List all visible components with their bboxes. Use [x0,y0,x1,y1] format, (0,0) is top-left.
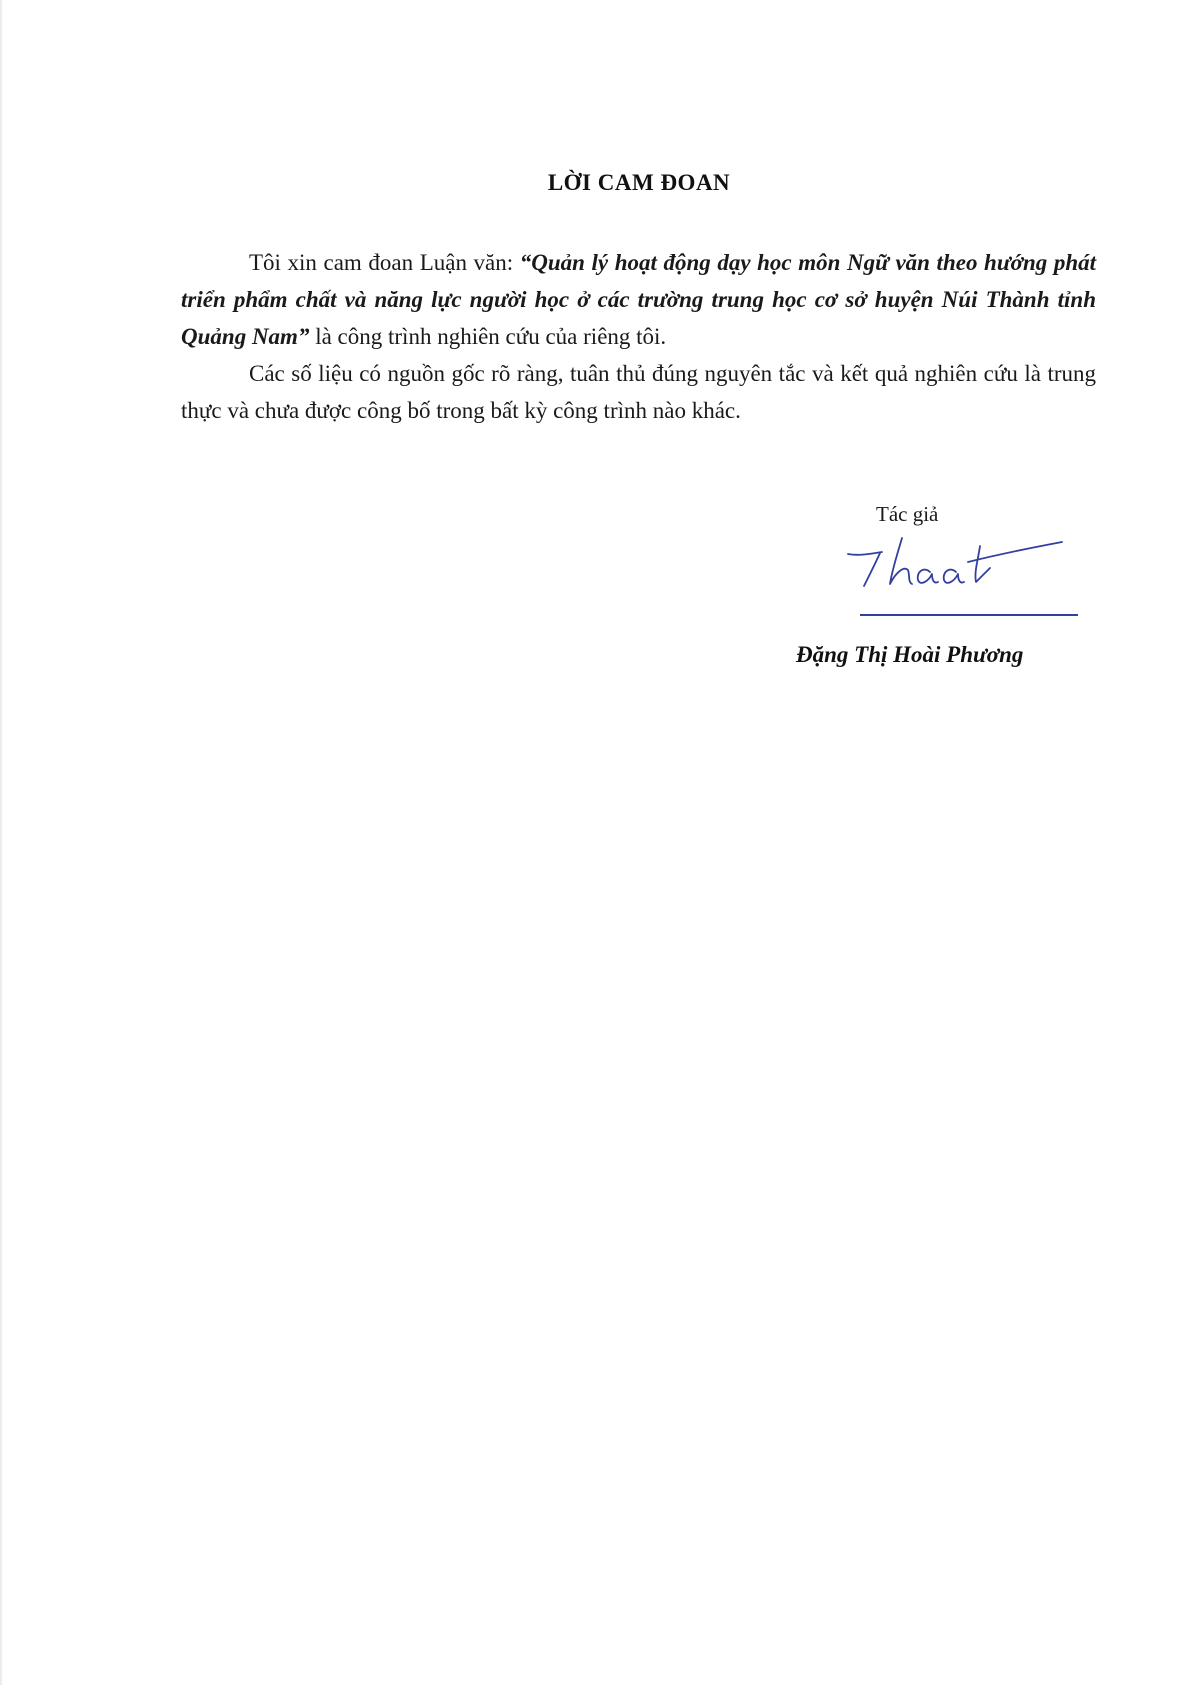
paragraph-1-suffix: là công trình nghiên cứu của riêng tôi. [309,324,667,349]
paragraph-1-prefix: Tôi xin cam đoan Luận văn: [249,250,520,275]
signature-underline [860,614,1078,616]
thesis-title: “Quản lý hoạt động dạy học môn Ngữ văn theo hướng phát triển phẩm chất và năng lực người học ở các trường trung học cơ sở huyện Núi Thành tỉnh Quảng Nam” [181,250,1097,349]
declaration-paragraph-1 [181,244,1096,355]
handwritten-signature-icon [840,532,1070,592]
declaration-body [181,244,1096,429]
page-title: LỜI CAM ĐOAN [547,170,731,195]
author-name: Đặng Thị Hoài Phương [796,642,1024,667]
declaration-paragraph-2: Các số liệu có nguồn gốc rõ ràng, tuân thủ đúng nguyên tắc và kết quả nghiên cứu là trung thực và chưa được công bố trong bất kỳ công trình nào khác. [181,361,1096,423]
author-role: Tác giả [876,502,939,526]
page-edge-shadow [0,0,3,1685]
